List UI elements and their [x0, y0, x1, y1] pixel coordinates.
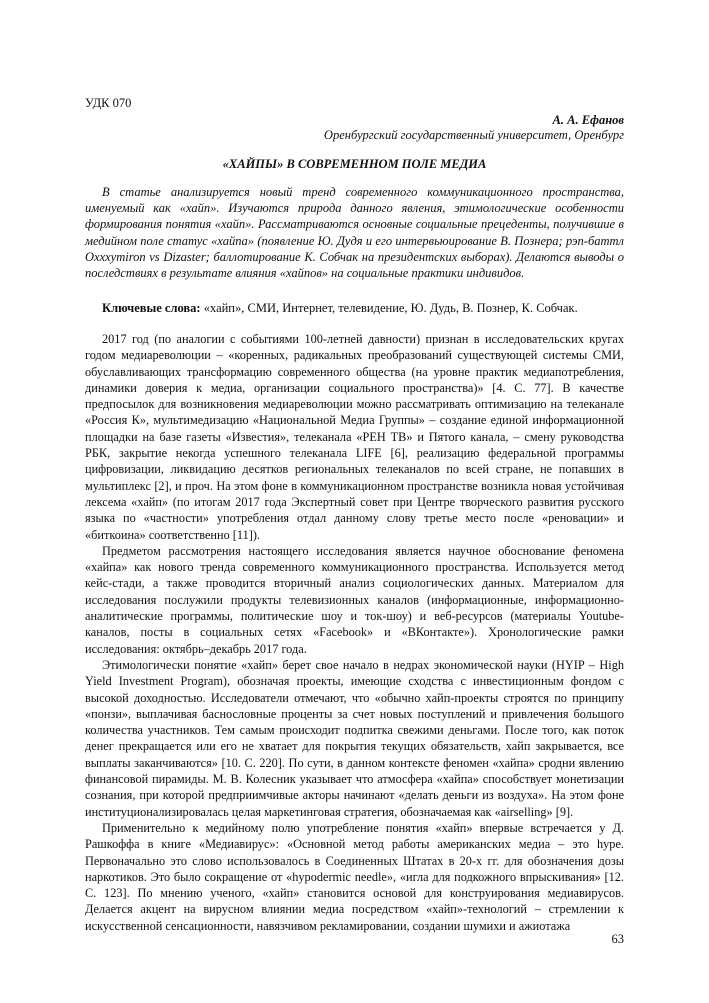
- keywords-text: «хайп», СМИ, Интернет, телевидение, Ю. Дудь, В. Познер, К. Собчак.: [200, 301, 578, 315]
- body-paragraph: Предметом рассмотрения настоящего исследования является научное обоснование феномена «хайпа» как нового тренда современного коммуникационного пространства. Используется метод кейс-стади, а также проводится вторичный анализ социологических данных. Материалом для исследования послужили продукты телевизионных каналов (информационные, информационно-аналитические программы, политические шоу и ток-шоу) и веб-ресурсов (материалы Youtube-каналов, посты в социальных сетях «Facebook» и «ВКонтакте»). Хронологические рамки исследования: октябрь–декабрь 2017 года.: [85, 543, 624, 656]
- body-paragraph: 2017 год (по аналогии с событиями 100-летней давности) признан в исследовательских кругах годом медиареволюции – «коренных, радикальных преобразований существующей системы СМИ, обуславливающих трансформацию современного общества (на уровне практик медиапотребления, динамики доверия к медиа, организации социального пространства)» [4. С. 77]. В качестве предпосылок для возникновения медиареволюции можно рассматривать оптимизацию на телеканале «Россия К», мультимедизацию «Национальной Медиа Группы» – создание единой информационной площадки на базе газеты «Известия», телеканала «РЕН ТВ» и Пятого канала, – смену руководства РБК, закрытие некогда успешного телеканала LIFE [6], реализацию федеральной программы цифровизации, ликвидацию десятков региональных телеканалов по всей стране, не попавших в мультиплекс [2], и проч. На этом фоне в коммуникационном пространстве возникла новая устойчивая лексема «хайп» (по итогам 2017 года Экспертный совет при Центре творческого развития русского языка по «частности» употребления отдал данному слову третье место после «реновации» и «биткоина» соответственно [11]).: [85, 332, 624, 542]
- article-title: «ХАЙПЫ» В СОВРЕМЕННОМ ПОЛЕ МЕДИА: [222, 157, 487, 171]
- author-affiliation: Оренбургский государственный университет, Оренбург: [323, 128, 624, 142]
- keywords: [85, 300, 624, 316]
- keywords-label: Ключевые слова:: [102, 301, 201, 315]
- article-body: [85, 331, 624, 934]
- page-number: 63: [611, 932, 624, 946]
- body-paragraph: Этимологически понятие «хайп» берет свое начало в недрах экономической науки (HYIP – High Yield Investment Program), обозначая проекты, имеющие сходства с инвестиционным фондом с высокой доходностью. Исследователи отмечают, что «обычно хайп-проекты строятся по принципу «понзи», выплачивая баснословные проценты за счет новых поступлений и привлечения большого количества участников. Тем самым происходит подпитка свежими деньгами. После того, как поток денег прекращается или его не хватает для покрытия текущих обязательств, хайп закрывается, все выплаты заканчиваются» [10. С. 220]. По сути, в данном контексте феномен «хайпа» сродни явлению финансовой пирамиды. М. В. Колесник указывает что атмосфера «хайпа» способствует монетизации сознания, при которой предприимчивые акторы начинают «делать деньги из воздуха». На этом фоне институционализировалась целая маркетинговая стратегия, обозначаемая как «airselling» [9].: [85, 657, 624, 819]
- body-paragraph: Применительно к медийному полю употребление понятия «хайп» впервые встречается у Д. Рашкоффа в книге «Медиавирус»: «Основной метод работы американских медиа – это hype. Первоначально это слово использовалось в Соединенных Штатах в 20-х гг. для обозначения дозы наркотиков. Это было сокращение от «hypodermic needle», «игла для подкожного впрыскивания» [12. С. 123]. По мнению ученого, «хайп» становится основой для конструирования медиавирусов. Делается акцент на вирусном влиянии медиа посредством «хайп»-технологий – стремлении к искусственной сенсационности, навязчивом рекламировании, создании шумихи и ажиотажа: [85, 820, 624, 933]
- author-name: А. А. Ефанов: [552, 113, 624, 127]
- udk-code: УДК 070: [85, 96, 132, 110]
- abstract: В статье анализируется новый тренд современного коммуникационного пространства, именуемый как «хайп». Изучаются природа данного явления, этимологические особенности формирования понятия «хайп». Рассматриваются основные социальные прецеденты, получившие в медийном поле статус «хайпа» (появление Ю. Дудя и его интервьюирование В. Познера; рэп-баттл Oxxxymiron vs Dizaster; баллотирование К. Собчак на президентских выборах). Делаются выводы о последствиях в результате влияния «хайпов» на социальные практики индивидов.: [85, 185, 624, 281]
